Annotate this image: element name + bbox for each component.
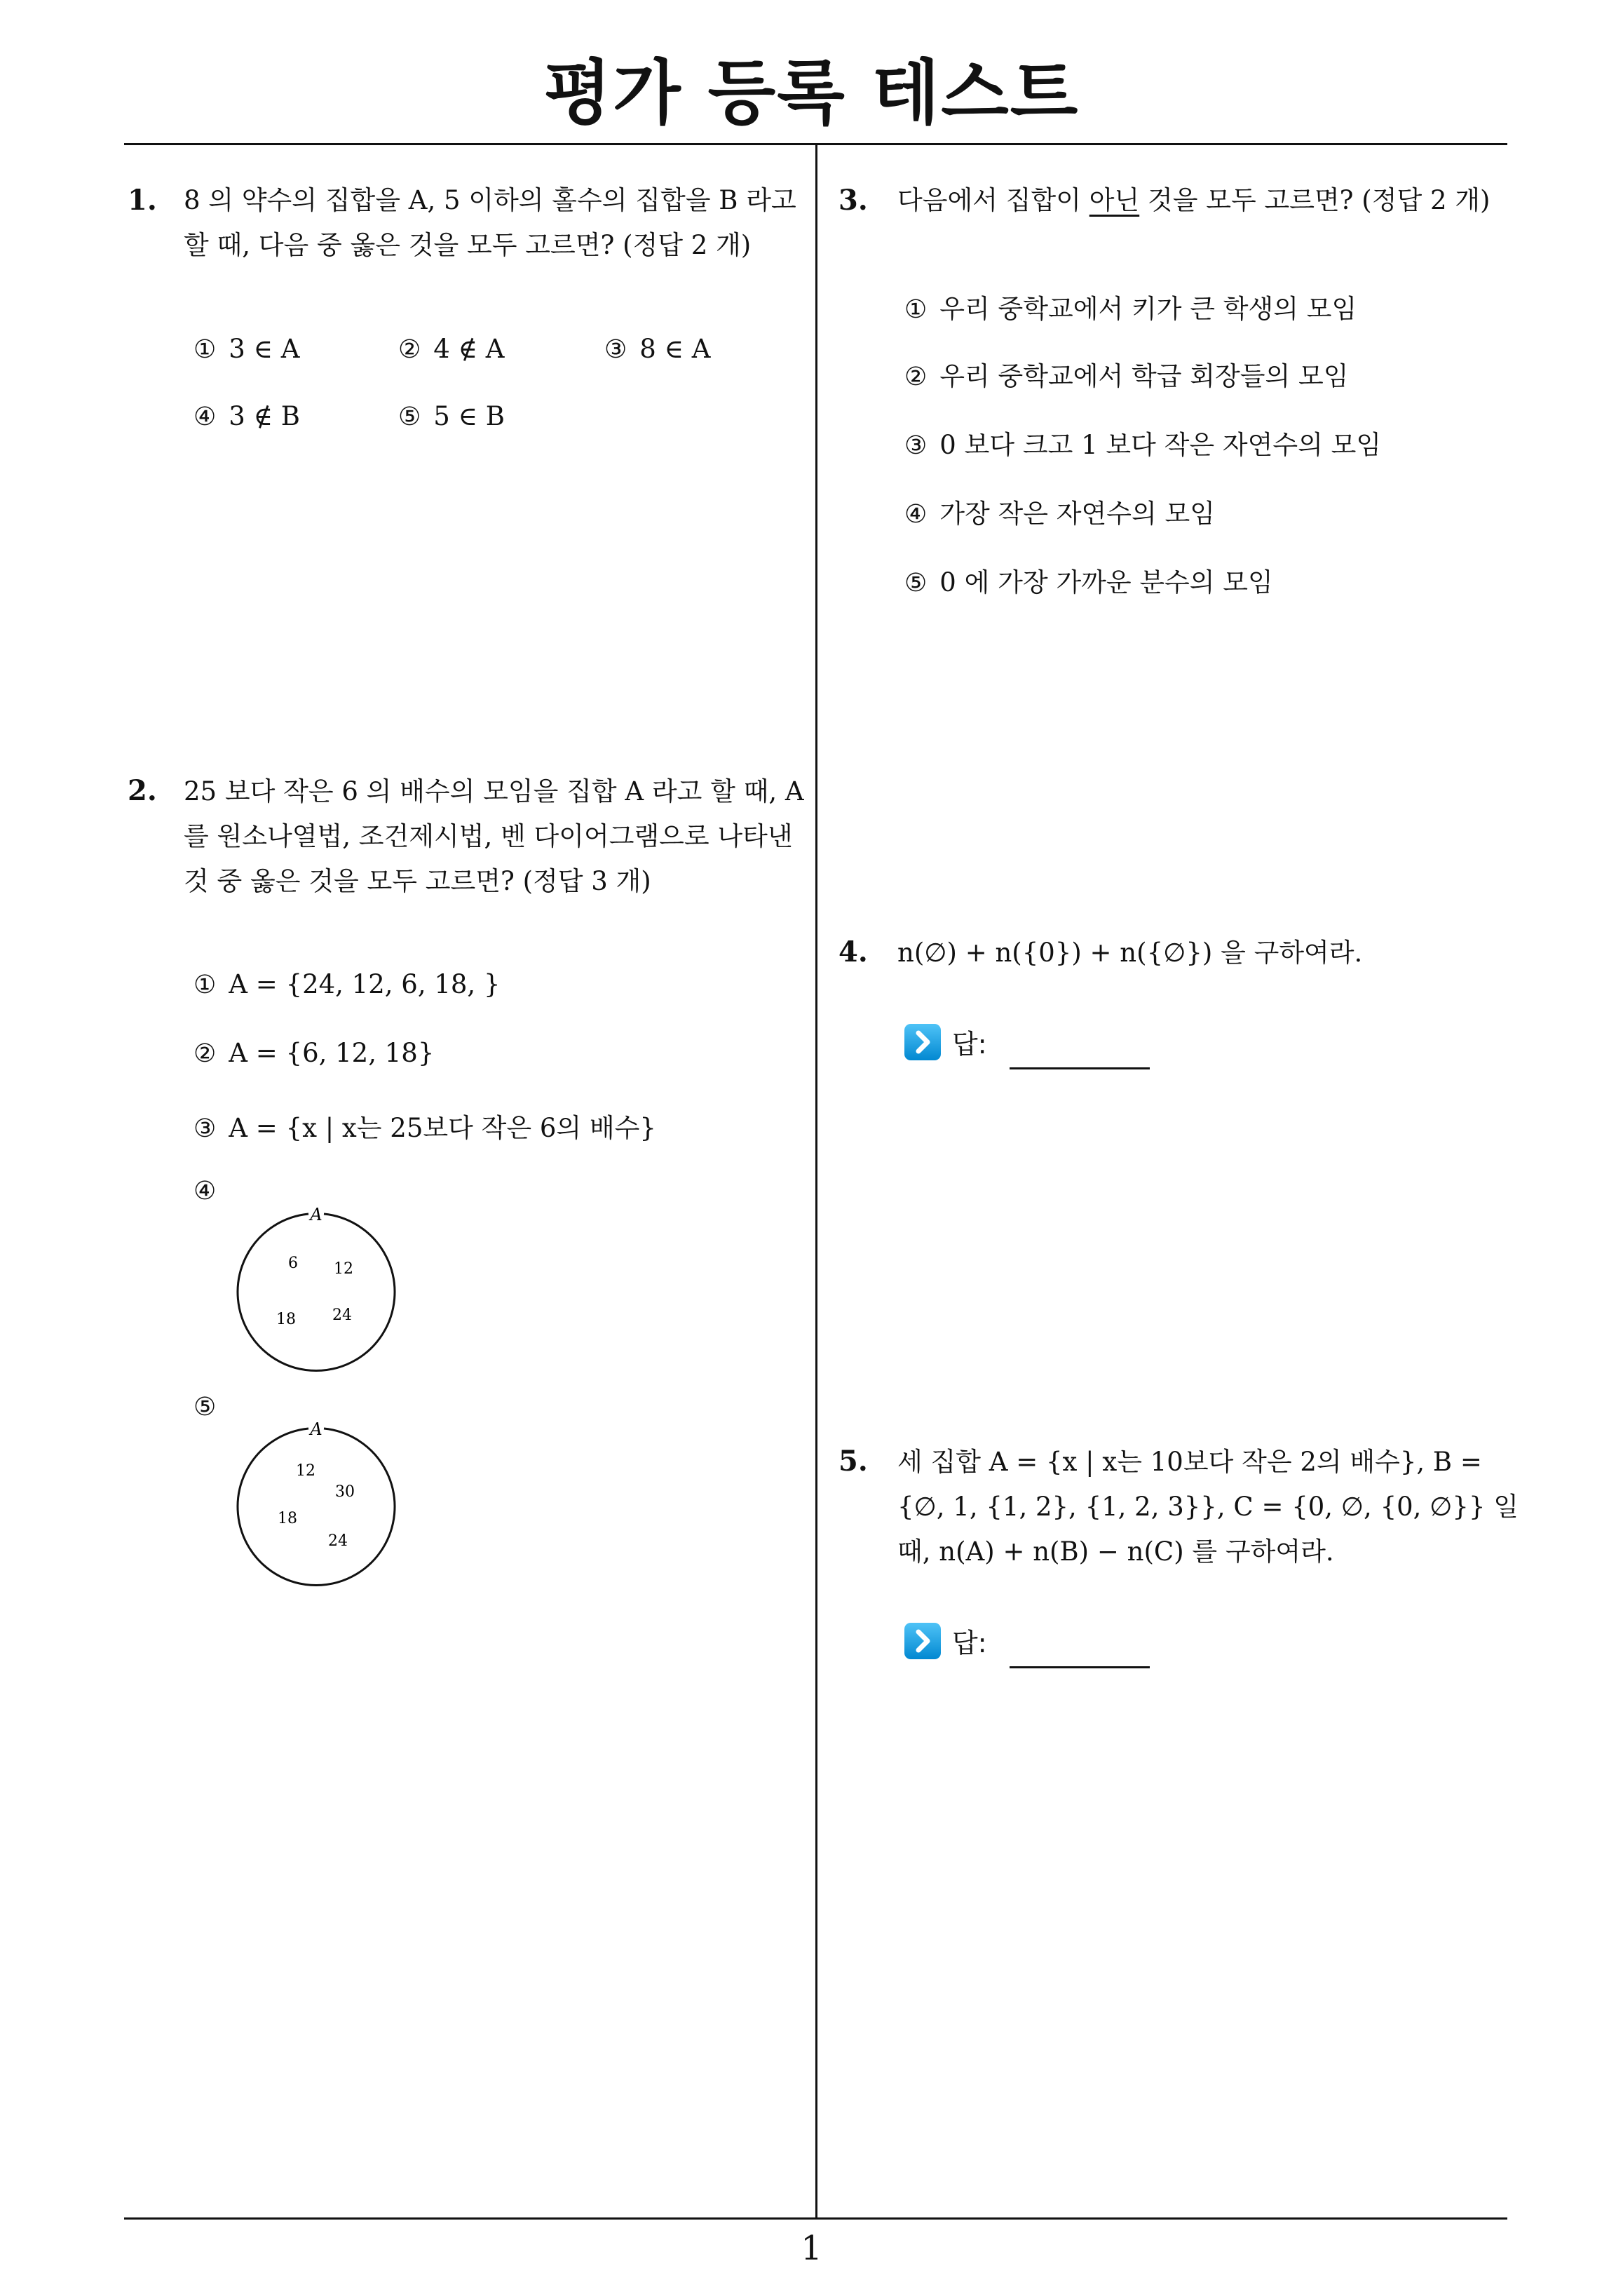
option-1[interactable] <box>904 288 1357 325</box>
option-marker: ① <box>193 335 217 364</box>
venn-element: 24 <box>328 1532 348 1550</box>
option-2[interactable] <box>193 1038 434 1068</box>
venn-element: 18 <box>276 1311 296 1328</box>
venn-element: 24 <box>332 1306 352 1324</box>
answer-arrow-icon <box>904 1623 941 1659</box>
venn-circle <box>238 1429 395 1585</box>
option-marker: ② <box>398 335 421 364</box>
option-text: 4 ∉ A <box>433 334 505 364</box>
option-marker: ③ <box>193 1114 217 1143</box>
option-marker: ⑤ <box>193 1393 217 1422</box>
venn-diagram-option-4 <box>231 1205 400 1373</box>
option-5[interactable] <box>398 401 505 431</box>
question-text <box>184 178 796 268</box>
question-line: 25 보다 작은 6 의 배수의 모임을 집합 A 라고 할 때, A <box>184 776 804 806</box>
question-line: 세 집합 A = {x | x는 10보다 작은 2의 배수}, B = <box>897 1447 1482 1477</box>
question-line: {∅, 1, {1, 2}, {1, 2, 3}}, C = {0, ∅, {0, ∅}} 일 <box>897 1492 1519 1522</box>
underlined-word: 아닌 <box>1089 185 1140 215</box>
option-text: A = {24, 12, 6, 18, } <box>229 969 501 999</box>
option-marker: ③ <box>604 335 627 364</box>
venn-element: 30 <box>335 1483 355 1501</box>
option-text: 0 보다 크고 1 보다 작은 자연수의 모임 <box>939 430 1382 460</box>
option-3[interactable] <box>193 1107 656 1144</box>
question-number: 1. <box>128 184 157 217</box>
option-2[interactable] <box>904 355 1348 393</box>
question-text: n(∅) + n({0}) + n({∅}) 을 구하여라. <box>897 938 1363 968</box>
question-number: 5. <box>838 1445 868 1478</box>
option-marker: ① <box>904 295 928 324</box>
option-marker: ③ <box>904 431 928 460</box>
question-line: 것 중 옳은 것을 모두 고르면? (정답 3 개) <box>184 866 651 896</box>
venn-element: 18 <box>278 1510 297 1527</box>
venn-diagram-option-5 <box>231 1419 400 1588</box>
option-3[interactable] <box>604 334 710 364</box>
option-marker: ④ <box>904 500 928 529</box>
option-text: A = {x | x는 25보다 작은 6의 배수} <box>229 1113 656 1143</box>
option-4[interactable] <box>904 492 1215 530</box>
option-1[interactable] <box>193 969 500 999</box>
question-text <box>897 178 1490 223</box>
option-text: A = {6, 12, 18} <box>229 1038 435 1068</box>
question-number: 2. <box>128 774 157 807</box>
answer-arrow-icon <box>904 1024 941 1060</box>
question-number: 3. <box>838 184 868 217</box>
venn-element: 12 <box>296 1462 315 1480</box>
option-2[interactable] <box>398 334 504 364</box>
option-text: 5 ∈ B <box>433 401 505 431</box>
question-number: 4. <box>838 936 868 968</box>
page-number: 1 <box>801 2229 822 2268</box>
option-5[interactable] <box>193 1391 229 1422</box>
option-text: 가장 작은 자연수의 모임 <box>939 499 1215 529</box>
venn-label: A <box>310 1419 322 1439</box>
page-title: 평가 등록 테스트 <box>543 52 1080 134</box>
option-marker: ⑤ <box>398 403 421 431</box>
option-marker: ② <box>193 1039 217 1068</box>
option-3[interactable] <box>904 424 1381 461</box>
footer-rule <box>124 2217 1507 2220</box>
answer-label: 답: <box>952 1029 987 1060</box>
option-1[interactable] <box>193 334 299 364</box>
question-text-part: 다음에서 집합이 <box>897 185 1089 215</box>
option-marker: ④ <box>193 403 217 431</box>
question-line: 할 때, 다음 중 옳은 것을 모두 고르면? (정답 2 개) <box>184 230 752 260</box>
answer-blank[interactable] <box>1010 1666 1150 1668</box>
option-text: 8 ∈ A <box>639 334 711 364</box>
option-5[interactable] <box>904 561 1273 599</box>
option-text: 0 에 가장 가까운 분수의 모임 <box>939 567 1273 597</box>
venn-element: 12 <box>334 1260 353 1278</box>
option-text: 우리 중학교에서 키가 큰 학생의 모임 <box>939 294 1357 324</box>
question-line: 때, n(A) + n(B) − n(C) 를 구하여라. <box>897 1537 1334 1567</box>
question-text <box>184 769 804 904</box>
option-4[interactable] <box>193 1175 229 1206</box>
option-text: 3 ∈ A <box>229 334 300 364</box>
option-text: 3 ∉ B <box>229 401 300 431</box>
question-line: 8 의 약수의 집합을 A, 5 이하의 홀수의 집합을 B 라고 <box>184 185 796 215</box>
answer-label: 답: <box>952 1628 987 1659</box>
option-marker: ⑤ <box>904 569 928 597</box>
venn-element: 6 <box>288 1255 298 1272</box>
column-divider <box>815 144 817 2219</box>
option-marker: ① <box>193 971 217 999</box>
question-text-part: 것을 모두 고르면? (정답 2 개) <box>1139 185 1490 215</box>
option-marker: ④ <box>193 1177 217 1206</box>
answer-blank[interactable] <box>1010 1067 1150 1069</box>
option-4[interactable] <box>193 401 300 431</box>
option-marker: ② <box>904 363 928 391</box>
venn-circle <box>238 1214 395 1370</box>
question-line: 를 원소나열법, 조건제시법, 벤 다이어그램으로 나타낸 <box>184 821 793 851</box>
question-text <box>897 1440 1519 1574</box>
venn-label: A <box>310 1205 322 1224</box>
option-text: 우리 중학교에서 학급 회장들의 모임 <box>939 361 1349 391</box>
